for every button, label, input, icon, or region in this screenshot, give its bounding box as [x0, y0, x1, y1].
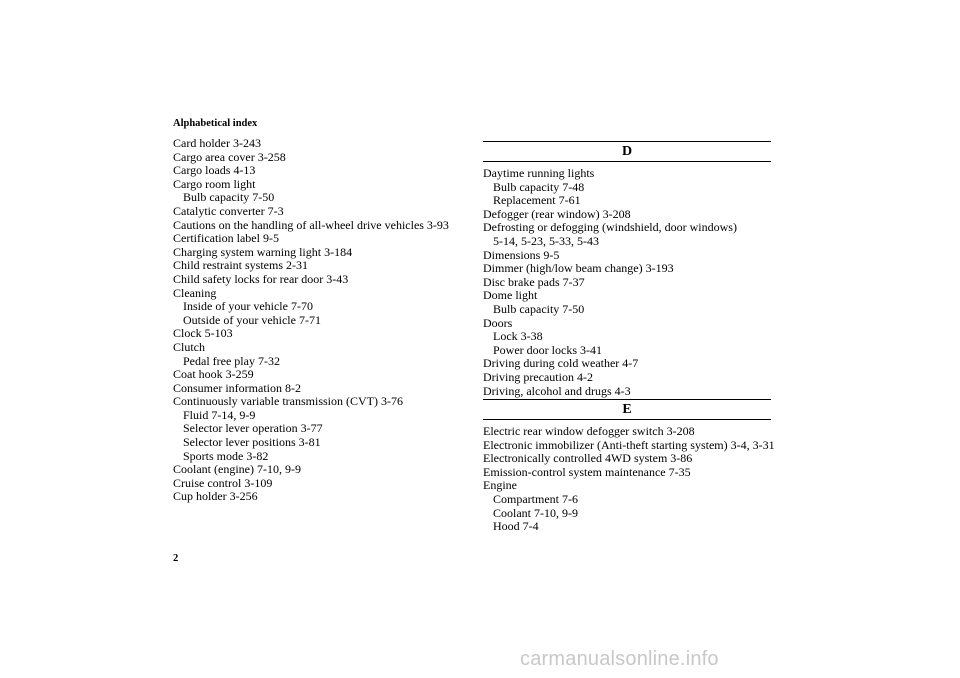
index-entry: Disc brake pads 7-37: [483, 274, 585, 289]
index-entry: Driving during cold weather 4-7: [483, 356, 639, 371]
index-entry: Driving precaution 4-2: [483, 369, 593, 384]
index-subentry: Replacement 7-61: [493, 193, 581, 208]
index-entry: Clutch: [173, 339, 205, 354]
index-subentry: Power door locks 3-41: [493, 342, 602, 357]
index-subentry: Fluid 7-14, 9-9: [183, 407, 256, 422]
index-subentry: Selector lever positions 3-81: [183, 435, 321, 450]
index-subentry: Sports mode 3-82: [183, 448, 269, 463]
index-column-left: [173, 137, 473, 504]
index-entry: Catalytic converter 7-3: [173, 203, 284, 218]
index-entry: Dimmer (high/low beam change) 3-193: [483, 261, 674, 276]
index-subentry: Selector lever operation 3-77: [183, 421, 323, 436]
watermark-text: carmanualsonline.info: [520, 648, 719, 670]
index-list-e: [483, 424, 775, 534]
index-entry: Cargo loads 4-13: [173, 163, 256, 178]
index-entry: Cargo room light: [173, 176, 256, 191]
index-subentry: 5-14, 5-23, 5-33, 5-43: [493, 233, 599, 248]
index-subentry: Pedal free play 7-32: [183, 353, 280, 368]
index-entry: Charging system warning light 3-184: [173, 244, 353, 259]
section-header-e: E: [483, 399, 771, 420]
index-entry: Cargo area cover 3-258: [173, 149, 286, 164]
index-entry: Electronic immobilizer (Anti-theft starting system) 3-4, 3-31: [483, 437, 775, 452]
section-header-d: D: [483, 141, 771, 162]
index-entry: Cruise control 3-109: [173, 475, 273, 490]
index-entry: Defogger (rear window) 3-208: [483, 206, 631, 221]
index-entry: Doors: [483, 315, 513, 330]
index-entry: Electronically controlled 4WD system 3-86: [483, 451, 693, 466]
page-number: 2: [173, 553, 179, 564]
index-subentry: Bulb capacity 7-48: [493, 179, 585, 194]
index-entry: Dome light: [483, 288, 538, 303]
index-subentry: Coolant 7-10, 9-9: [493, 505, 578, 520]
index-entry: Cleaning: [173, 285, 217, 300]
index-entry: Cautions on the handling of all-wheel drive vehicles 3-93: [173, 217, 449, 232]
index-entry: Coolant (engine) 7-10, 9-9: [173, 462, 301, 477]
index-subentry: Bulb capacity 7-50: [493, 301, 585, 316]
index-subentry: Compartment 7-6: [493, 492, 578, 507]
index-subentry: Lock 3-38: [493, 329, 543, 344]
index-entry: Card holder 3-243: [173, 136, 261, 150]
index-entry: Defrosting or defogging (windshield, door windows): [483, 220, 737, 235]
index-entry: Electric rear window defogger switch 3-208: [483, 424, 695, 439]
index-subentry: Outside of your vehicle 7-71: [183, 312, 321, 327]
index-entry: Continuously variable transmission (CVT) 3-76: [173, 394, 403, 409]
index-entry: Clock 5-103: [173, 326, 233, 341]
page-header: Alphabetical index: [173, 118, 258, 129]
index-entry: Dimensions 9-5: [483, 247, 560, 262]
index-column-right: [483, 141, 775, 534]
index-entry: Certification label 9-5: [173, 231, 279, 246]
index-entry: Child restraint systems 2-31: [173, 258, 308, 273]
index-entry: Engine: [483, 478, 517, 493]
index-list-d: [483, 167, 771, 398]
index-subentry: Bulb capacity 7-50: [183, 190, 275, 205]
index-entry: Cup holder 3-256: [173, 489, 258, 504]
index-entry: Child safety locks for rear door 3-43: [173, 271, 349, 286]
index-entry: Consumer information 8-2: [173, 380, 301, 395]
index-entry: Emission-control system maintenance 7-35: [483, 464, 691, 479]
index-subentry: Hood 7-4: [493, 519, 539, 534]
index-list-c: [173, 137, 473, 504]
index-entry: Daytime running lights: [483, 166, 595, 180]
index-subentry: Inside of your vehicle 7-70: [183, 299, 313, 314]
index-entry: Driving, alcohol and drugs 4-3: [483, 383, 631, 398]
index-entry: Coat hook 3-259: [173, 367, 254, 382]
